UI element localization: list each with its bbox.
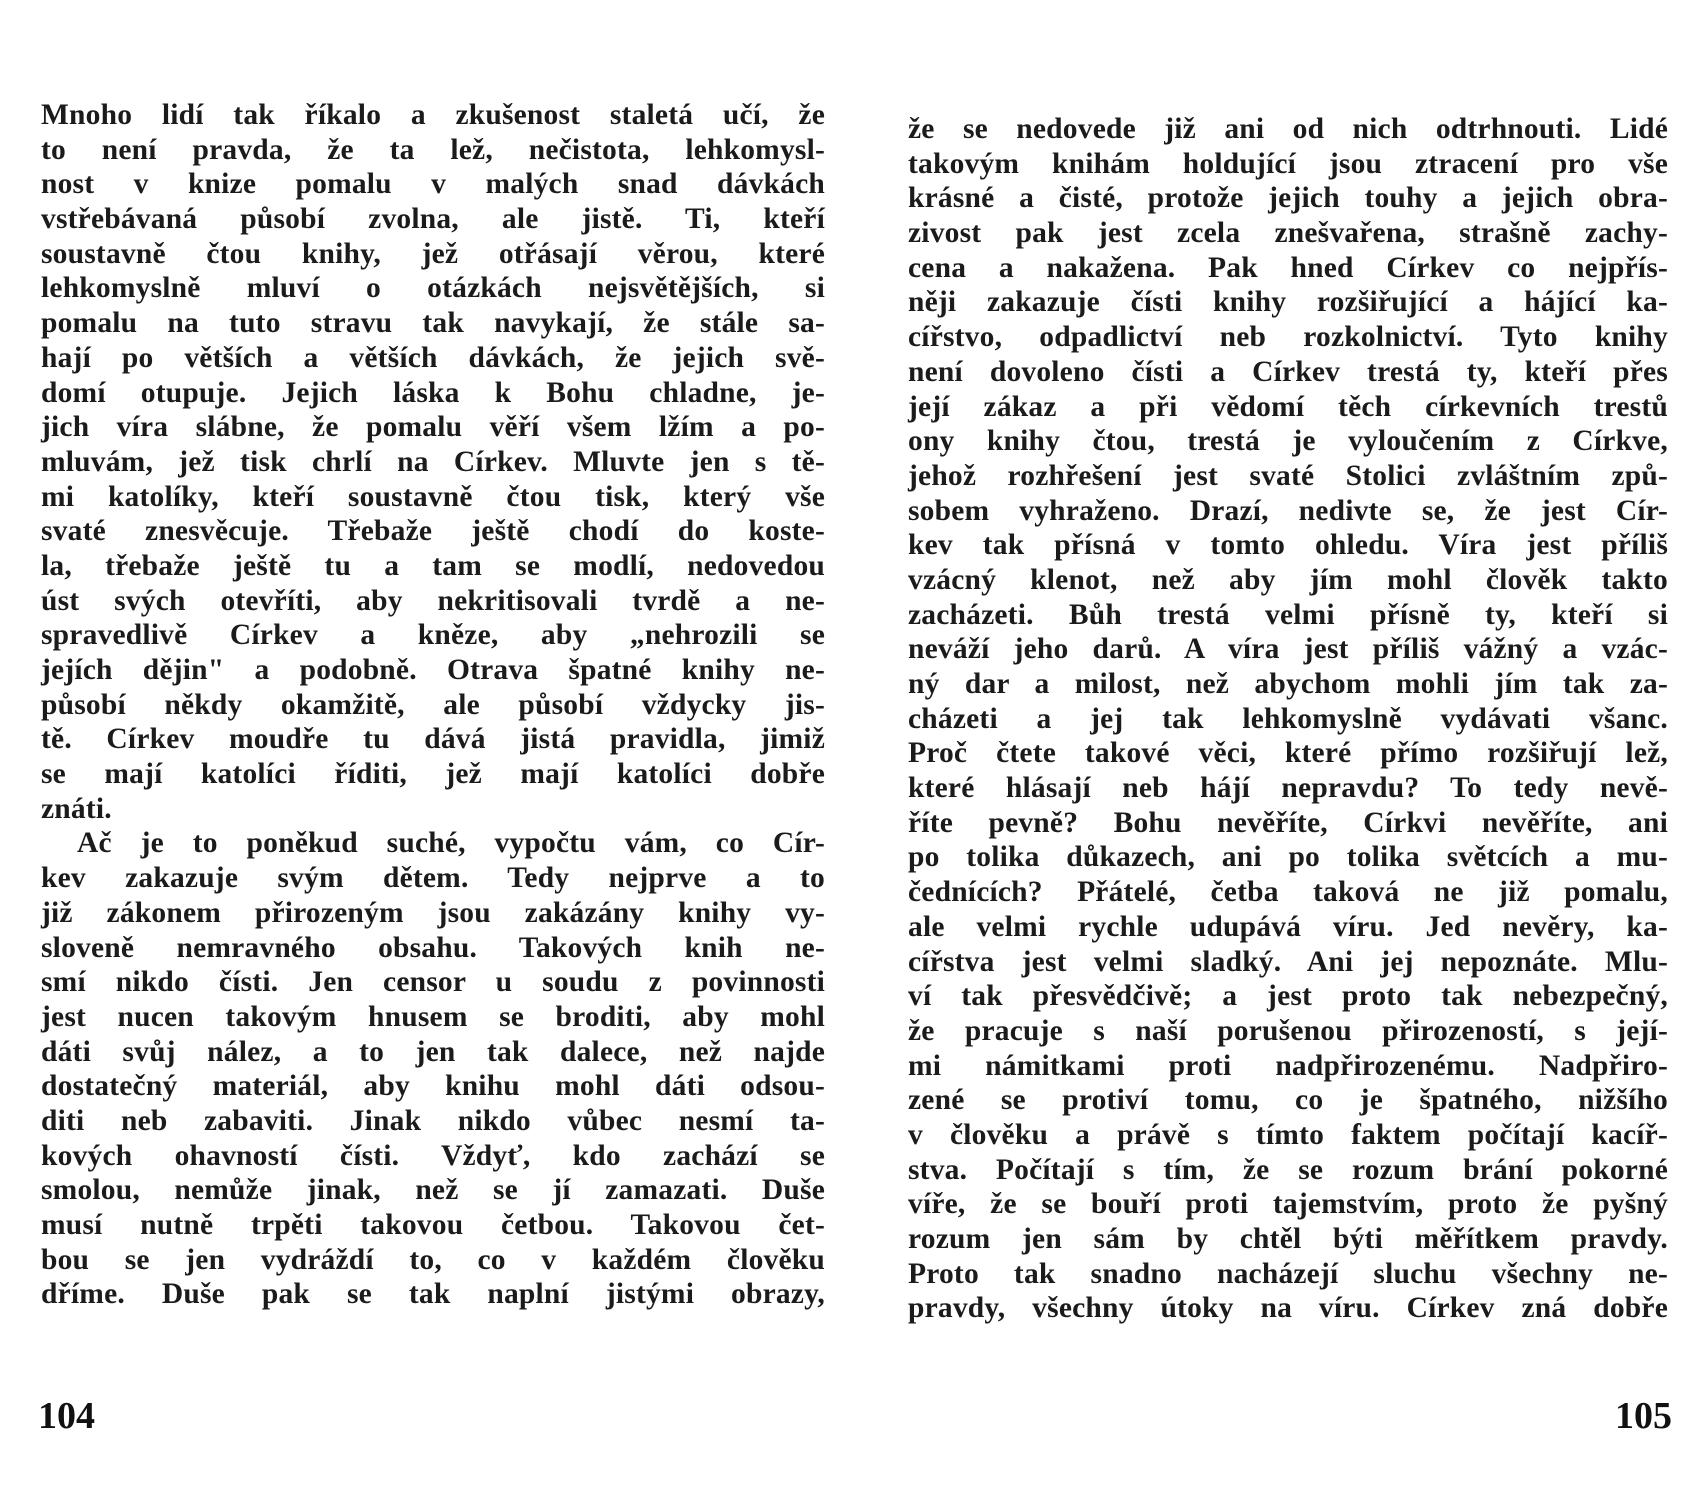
- text-line: stva. Počítají s tím, že se rozum brání pokorné: [908, 1153, 1668, 1186]
- text-line: cířstvo, odpadlictví neb rozkolnictví. Tyto knihy: [908, 321, 1668, 354]
- text-line: rozum jen sám by chtěl býti měřítkem pravdy.: [908, 1223, 1668, 1255]
- text-line: krásné a čisté, protože jejich touhy a jejich obra-: [908, 182, 1668, 215]
- text-line: mi námitkami proti nadpřirozenému. Nadpřiro-: [908, 1049, 1668, 1082]
- text-line: ony knihy čtou, trestá je vyloučením z Církve,: [908, 425, 1668, 458]
- right-page: [851, 0, 1702, 1500]
- text-line: kových ohavností čísti. Vždyť, kdo zachází se: [41, 1139, 825, 1172]
- text-line: Mnoho lidí tak říkalo a zkušenost staletá učí, že: [41, 99, 825, 131]
- text-line: které hlásají neb hájí nepravdu? To tedy nevě-: [908, 772, 1668, 805]
- text-line: tě. Církev moudře tu dává jistá pravidla, jimiž: [41, 723, 825, 756]
- text-line: svaté znesvěcuje. Třebaže ještě chodí do koste-: [41, 515, 825, 548]
- text-line: kev zakazuje svým dětem. Tedy nejprve a to: [41, 862, 825, 895]
- text-line: kev tak přísná v tomto ohledu. Víra jest příliš: [908, 529, 1668, 562]
- text-line: úst svých otevříti, aby nekritisovali tvrdě a ne-: [41, 584, 825, 617]
- text-line: hají po větších a větších dávkách, že jejich svě-: [41, 341, 825, 374]
- text-line: znáti.: [41, 792, 112, 825]
- text-line: cházeti a jej tak lehkomyslně vydávati všanc.: [908, 702, 1668, 735]
- text-line: la, třebaže ještě tu a tam se modlí, nedovedou: [41, 549, 825, 582]
- text-line: sloveně nemravného obsahu. Takových knih ne-: [41, 931, 825, 964]
- text-line: se mají katolíci říditi, jež mají katolíci dobře: [41, 758, 825, 791]
- text-line: dostatečný materiál, aby knihu mohl dáti odsou-: [41, 1070, 825, 1103]
- text-line: bou se jen vydráždí to, co v každém člověku: [41, 1243, 825, 1276]
- text-line: sobem vyhraženo. Drazí, nedivte se, že jest Cír-: [908, 494, 1668, 527]
- text-line: víře, že se bouří proti tajemstvím, proto že pyšný: [908, 1188, 1668, 1221]
- text-line: Proto tak snadno nacházejí sluchu všechny ne-: [908, 1257, 1668, 1290]
- text-line: musí nutně trpěti takovou četbou. Takovou čet-: [41, 1209, 825, 1241]
- text-line: nost v knize pomalu v malých snad dávkách: [41, 168, 825, 201]
- text-line: neváží jeho darů. A víra jest příliš vážný a vzác-: [908, 633, 1668, 666]
- text-line: něji zakazuje čísti knihy rozšiřující a hájící ka-: [908, 286, 1668, 319]
- text-line: jehož rozhřešení jest svaté Stolici zvláštním způ-: [908, 459, 1668, 492]
- right-page-text: [908, 112, 1668, 1326]
- text-line: to není pravda, že ta lež, nečistota, lehkomysl-: [41, 133, 825, 166]
- text-line: že se nedovede již ani od nich odtrhnouti. Lidé: [908, 113, 1668, 145]
- text-line: dáti svůj nález, a to jen tak dalece, než najde: [41, 1035, 825, 1068]
- text-line: mluvám, jež tisk chrlí na Církev. Mluvte jen s tě-: [41, 445, 825, 478]
- text-line: takovým knihám holdující jsou ztracení pro vše: [908, 147, 1668, 180]
- text-line: smolou, nemůže jinak, než se jí zamazati. Duše: [41, 1174, 825, 1207]
- page-number-left: 104: [38, 1395, 95, 1437]
- text-line: jich víra slábne, že pomalu věří všem lžím a po-: [41, 411, 825, 444]
- text-line: její zákaz a při vědomí těch církevních trestů: [908, 390, 1668, 423]
- text-line: ví tak přesvědčivě; a jest proto tak nebezpečný,: [908, 980, 1668, 1013]
- text-line: již zákonem přirozeným jsou zakázány knihy vy-: [41, 896, 825, 929]
- left-page-text: [41, 98, 825, 1312]
- text-line: vstřebávaná působí zvolna, ale jistě. Ti, kteří: [41, 203, 825, 236]
- text-line: vzácný klenot, než aby jím mohl člověk takto: [908, 563, 1668, 596]
- text-line: zivost pak jest zcela znešvařena, strašně zachy-: [908, 217, 1668, 250]
- text-line: diti neb zabaviti. Jinak nikdo vůbec nesmí ta-: [41, 1104, 825, 1137]
- text-line: v člověku a právě s tímto faktem počítají kacíř-: [908, 1118, 1668, 1151]
- text-line: působí někdy okamžitě, ale působí vždycky jis-: [41, 688, 825, 721]
- text-line: ný dar a milost, než abychom mohli jím tak za-: [908, 668, 1668, 700]
- text-line: spravedlivě Církev a kněze, aby „nehrozili se: [41, 619, 825, 652]
- text-line: cena a nakažena. Pak hned Církev co nejpřís-: [908, 251, 1668, 284]
- text-line: jest nucen takovým hnusem se broditi, aby mohl: [41, 1000, 825, 1033]
- text-line: Proč čtete takové věci, které přímo rozšiřují lež,: [908, 737, 1668, 770]
- text-line: zacházeti. Bůh trestá velmi přísně ty, kteří si: [908, 598, 1668, 631]
- text-line: ale velmi rychle udupává víru. Jed nevěry, ka-: [908, 910, 1668, 943]
- page-number-right: 105: [1615, 1395, 1672, 1437]
- text-line: soustavně čtou knihy, jež otřásají věrou, které: [41, 237, 825, 270]
- text-line: lehkomyslně mluví o otázkách nejsvětějších, si: [41, 272, 825, 305]
- text-line: pravdy, všechny útoky na víru. Církev zná dobře: [908, 1292, 1668, 1325]
- text-line: po tolika důkazech, ani po tolika světcích a mu-: [908, 841, 1668, 874]
- paragraph-start-line: Ač je to poněkud suché, vypočtu vám, co Cír-: [77, 827, 825, 860]
- text-line: říte pevně? Bohu nevěříte, Církvi nevěříte, ani: [908, 806, 1668, 839]
- text-line: že pracuje s naší porušenou přirozeností, s její-: [908, 1014, 1668, 1047]
- text-line: pomalu na tuto stravu tak navykají, že stále sa-: [41, 307, 825, 340]
- text-line: mi katolíky, kteří soustavně čtou tisk, který vše: [41, 480, 825, 513]
- text-line: dříme. Duše pak se tak naplní jistými obrazy,: [41, 1278, 825, 1311]
- text-line: zené se protiví tomu, co je špatného, nižšího: [908, 1084, 1668, 1117]
- text-line: čednících? Přátelé, četba taková ne již pomalu,: [908, 876, 1668, 909]
- text-line: domí otupuje. Jejich láska k Bohu chladne, je-: [41, 376, 825, 409]
- text-line: cířstva jest velmi sladký. Ani jej nepoznáte. Mlu-: [908, 945, 1668, 978]
- text-line: není dovoleno čísti a Církev trestá ty, kteří přes: [908, 355, 1668, 388]
- text-line: smí nikdo čísti. Jen censor u soudu z povinnosti: [41, 966, 825, 999]
- text-line: jejích dějin" a podobně. Otrava špatné knihy ne-: [41, 654, 825, 686]
